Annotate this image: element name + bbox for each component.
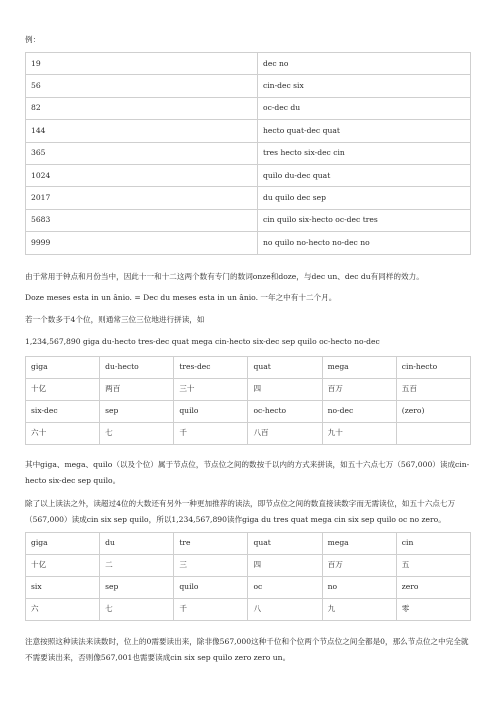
direct-reading-table	[25, 532, 471, 621]
table-cell: 九十	[322, 423, 396, 445]
example-row	[26, 187, 471, 209]
table-cell: 九	[322, 599, 396, 621]
table-cell: six	[26, 577, 100, 599]
positions-row	[26, 423, 471, 445]
paragraph-more-digits: 若一个数多于4个位，则通常三位三位地进行拼读，如	[25, 315, 205, 324]
table-cell	[396, 423, 470, 445]
table-cell: cin quilo six-hecto oc-dec tres	[258, 209, 471, 231]
table-cell: 六	[26, 599, 100, 621]
paragraph-onze-doze: 由于常用于钟点和月份当中，因此十一和十二这两个数有专门的数词onze和doze，与dec un、dec du有同样的效力。	[25, 272, 424, 281]
table-cell: 四	[248, 379, 322, 401]
table-cell: 三	[174, 555, 248, 577]
table-cell: no	[322, 577, 396, 599]
table-cell: tres hecto six-dec cin	[258, 142, 471, 164]
paragraph-zero-note: 注意按照这种读法来读数时，位上的0需要读出来，除非像567,000这种千位和个位两个节点位之间全都是0，那么节点位之中完全就不需要读出来，否则像567,001也需要读成cin six sep quilo zero zero un。	[25, 637, 469, 662]
table-cell: 零	[396, 599, 470, 621]
table-cell: 2017	[26, 187, 258, 209]
table-cell: du	[100, 533, 174, 555]
example-row	[26, 232, 471, 254]
paragraph-units: 其中giga、mega、quilo（以及个位）属于节点位，节点位之间的数按千以内的方式来拼读，如五十六点七万（567,000）读成cin-hecto six-dec sep quilo。	[25, 460, 470, 485]
table-cell: 三十	[174, 379, 248, 401]
example-row	[26, 142, 471, 164]
table-cell: no-dec	[322, 401, 396, 423]
table-cell: oc-dec du	[258, 97, 471, 119]
example-row	[26, 53, 471, 75]
table-cell: oc	[248, 577, 322, 599]
table-cell: 19	[26, 53, 258, 75]
table-cell: 1024	[26, 164, 258, 186]
positions-row	[26, 357, 471, 379]
table-cell: 六十	[26, 423, 100, 445]
table-cell: hecto quat-dec quat	[258, 120, 471, 142]
table-cell: 五	[396, 555, 470, 577]
positions-row	[26, 379, 471, 401]
table-cell: (zero)	[396, 401, 470, 423]
example-row	[26, 97, 471, 119]
paragraph-big-number: 1,234,567,890 giga du-hecto tres-dec quat mega cin-hecto six-dec sep quilo oc-hecto no-dec	[25, 337, 380, 346]
direct-row	[26, 577, 471, 599]
example-row	[26, 75, 471, 97]
table-cell: mega	[322, 533, 396, 555]
table-cell: du-hecto	[100, 357, 174, 379]
example-row	[26, 120, 471, 142]
positions-row	[26, 401, 471, 423]
table-cell: quat	[248, 357, 322, 379]
table-cell: 365	[26, 142, 258, 164]
table-cell: 82	[26, 97, 258, 119]
table-cell: 八百	[248, 423, 322, 445]
table-cell: quilo du-dec quat	[258, 164, 471, 186]
table-cell: tres-dec	[174, 357, 248, 379]
table-cell: 千	[174, 423, 248, 445]
table-cell: 八	[248, 599, 322, 621]
table-cell: 9999	[26, 232, 258, 254]
table-cell: zero	[396, 577, 470, 599]
direct-row	[26, 533, 471, 555]
table-cell: 千	[174, 599, 248, 621]
table-cell: tre	[174, 533, 248, 555]
table-cell: 十亿	[26, 555, 100, 577]
table-cell: 两百	[100, 379, 174, 401]
example-row	[26, 209, 471, 231]
table-cell: oc-hecto	[248, 401, 322, 423]
table-cell: 四	[248, 555, 322, 577]
paragraph-doze-meses: Doze meses esta in un ânio. = Dec du meses esta in un ânio. 一年之中有十二个月。	[25, 293, 337, 302]
table-cell: cin	[396, 533, 470, 555]
table-cell: quilo	[174, 401, 248, 423]
direct-row	[26, 599, 471, 621]
table-cell: mega	[322, 357, 396, 379]
table-cell: sep	[100, 401, 174, 423]
table-cell: quilo	[174, 577, 248, 599]
table-cell: no quilo no-hecto no-dec no	[258, 232, 471, 254]
table-cell: 百万	[322, 379, 396, 401]
table-cell: dec no	[258, 53, 471, 75]
table-cell: du quilo dec sep	[258, 187, 471, 209]
positions-table	[25, 356, 471, 445]
table-cell: cin-dec six	[258, 75, 471, 97]
table-cell: giga	[26, 357, 100, 379]
table-cell: 144	[26, 120, 258, 142]
table-cell: giga	[26, 533, 100, 555]
table-cell: quat	[248, 533, 322, 555]
table-cell: 56	[26, 75, 258, 97]
intro-label: 例：	[25, 35, 41, 44]
example-row	[26, 164, 471, 186]
direct-row	[26, 555, 471, 577]
table-cell: 七	[100, 423, 174, 445]
table-cell: sep	[100, 577, 174, 599]
table-cell: 二	[100, 555, 174, 577]
table-cell: cin-hecto	[396, 357, 470, 379]
table-cell: 十亿	[26, 379, 100, 401]
table-cell: 五百	[396, 379, 470, 401]
paragraph-alt-reading: 除了以上读法之外，读超过4位的大数还有另外一种更加推荐的读法，即节点位之间的数直接读数字而无需读位，如五十六点七万（567,000）读成cin six sep quilo，所以1,234,567,890读作giga du tres quat mega cin six sep quilo oc no zero。	[25, 499, 456, 524]
examples-table	[25, 52, 471, 255]
table-cell: six-dec	[26, 401, 100, 423]
table-cell: 5683	[26, 209, 258, 231]
table-cell: 七	[100, 599, 174, 621]
table-cell: 百万	[322, 555, 396, 577]
